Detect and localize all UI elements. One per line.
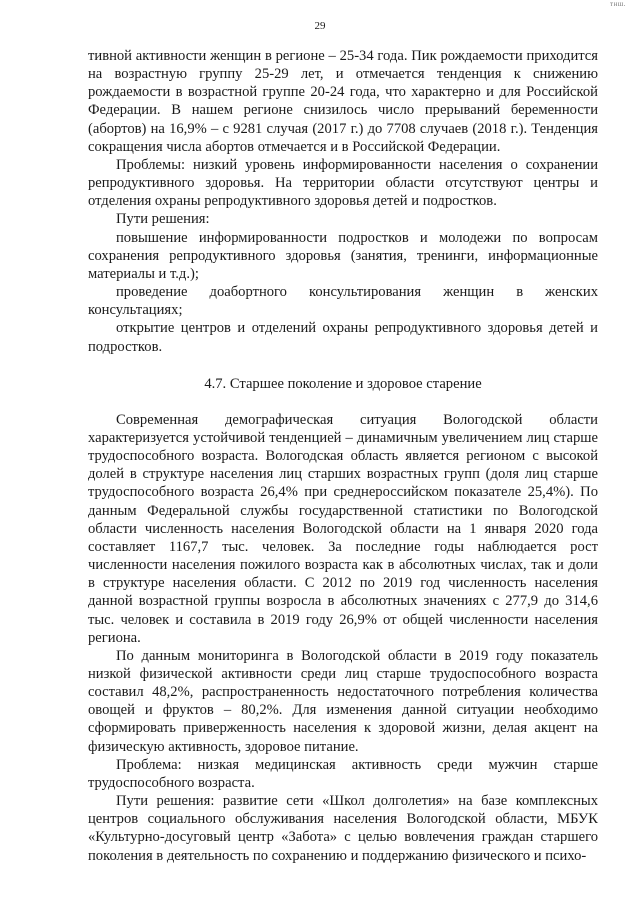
paragraph-problem-men: Проблема: низкая медицинская активность среди мужчин старше трудоспособного возраста. [88, 756, 598, 791]
paragraph-solution-schools: Пути решения: развитие сети «Школ долголетия» на базе комплексных центров социального обслуживания населения Вологодской области, МБУК «Культурно-досуговый центр «Забота» с целью вовлечения граждан старшего поколения в деятельность по сохранению и поддержанию физического и психо- [88, 793, 598, 864]
paragraph-solution-awareness: повышение информированности подростков и молодежи по вопросам сохранения репродуктивного здоровья (занятия, тренинги, информационные материалы и т.д.); [88, 229, 598, 282]
paragraph-solution-consulting: проведение доабортного консультирования женщин в женских консультациях; [88, 284, 598, 319]
paragraph-solutions-label: Пути решения: [116, 211, 210, 228]
corner-mark: тнш. [610, 0, 626, 8]
paragraph-demographics: Современная демографическая ситуация Вологодской области характеризуется устойчивой тенденцией – динамичным увеличением лиц старше трудоспособного возраста. Вологодская область является регионом с высокой долей в структуре населения лиц старших возрастных групп (доля лиц старше трудоспособного возраста 26,4% при среднероссийском показателе 25,4%). По данным Федеральной службы государственной статистики по Вологодской области численность населения Вологодской области на 1 января 2020 года составляет 1167,7 тыс. человек. За последние годы наблюдается рост численности населения пожилого возраста как в абсолютных числах, так и доли в структуре населения области. С 2012 по 2019 год численность населения данной возрастной группы возросла в абсолютных значениях с 277,9 до 314,6 тыс. человек и составила в 2019 году 26,9% от общей численности населения региона. [88, 411, 598, 646]
section-heading: 4.7. Старшее поколение и здоровое старение [204, 375, 482, 392]
paragraph-monitoring: По данным мониторинга в Вологодской области в 2019 году показатель низкой физической активности среди лиц старше трудоспособного возраста составил 48,2%, распространенность недостаточного потребления количества овощей и фруктов – 80,2%. Для изменения данной ситуации необходимо сформировать приверженность населения к здоровой жизни, делая акцент на физическую активность, здоровое питание. [88, 647, 598, 755]
paragraph-problems: Проблемы: низкий уровень информированности населения о сохранении репродуктивного здоровья. На территории области отсутствуют центры и отделения охраны репродуктивного здоровья детей и подростков. [88, 156, 598, 210]
body-text [88, 47, 598, 865]
page-number: 29 [314, 20, 326, 32]
paragraph-solution-centers: открытие центров и отделений охраны репродуктивного здоровья детей и подростков. [88, 320, 598, 355]
paragraph-reproductive-activity: тивной активности женщин в регионе – 25-34 года. Пик рождаемости приходится на возрастную группу 25-29 лет, и отмечается тенденция к снижению рождаемости в возрастной группе 20-24 года, что характерно и для Российской Федерации. В нашем регионе снизилось число прерываний беременности (абортов) на 16,9% – с 9281 случая (2017 г.) до 7708 случаев (2018 г.). Тенденция сокращения числа абортов отмечается и в Российской Федерации. [88, 48, 598, 155]
